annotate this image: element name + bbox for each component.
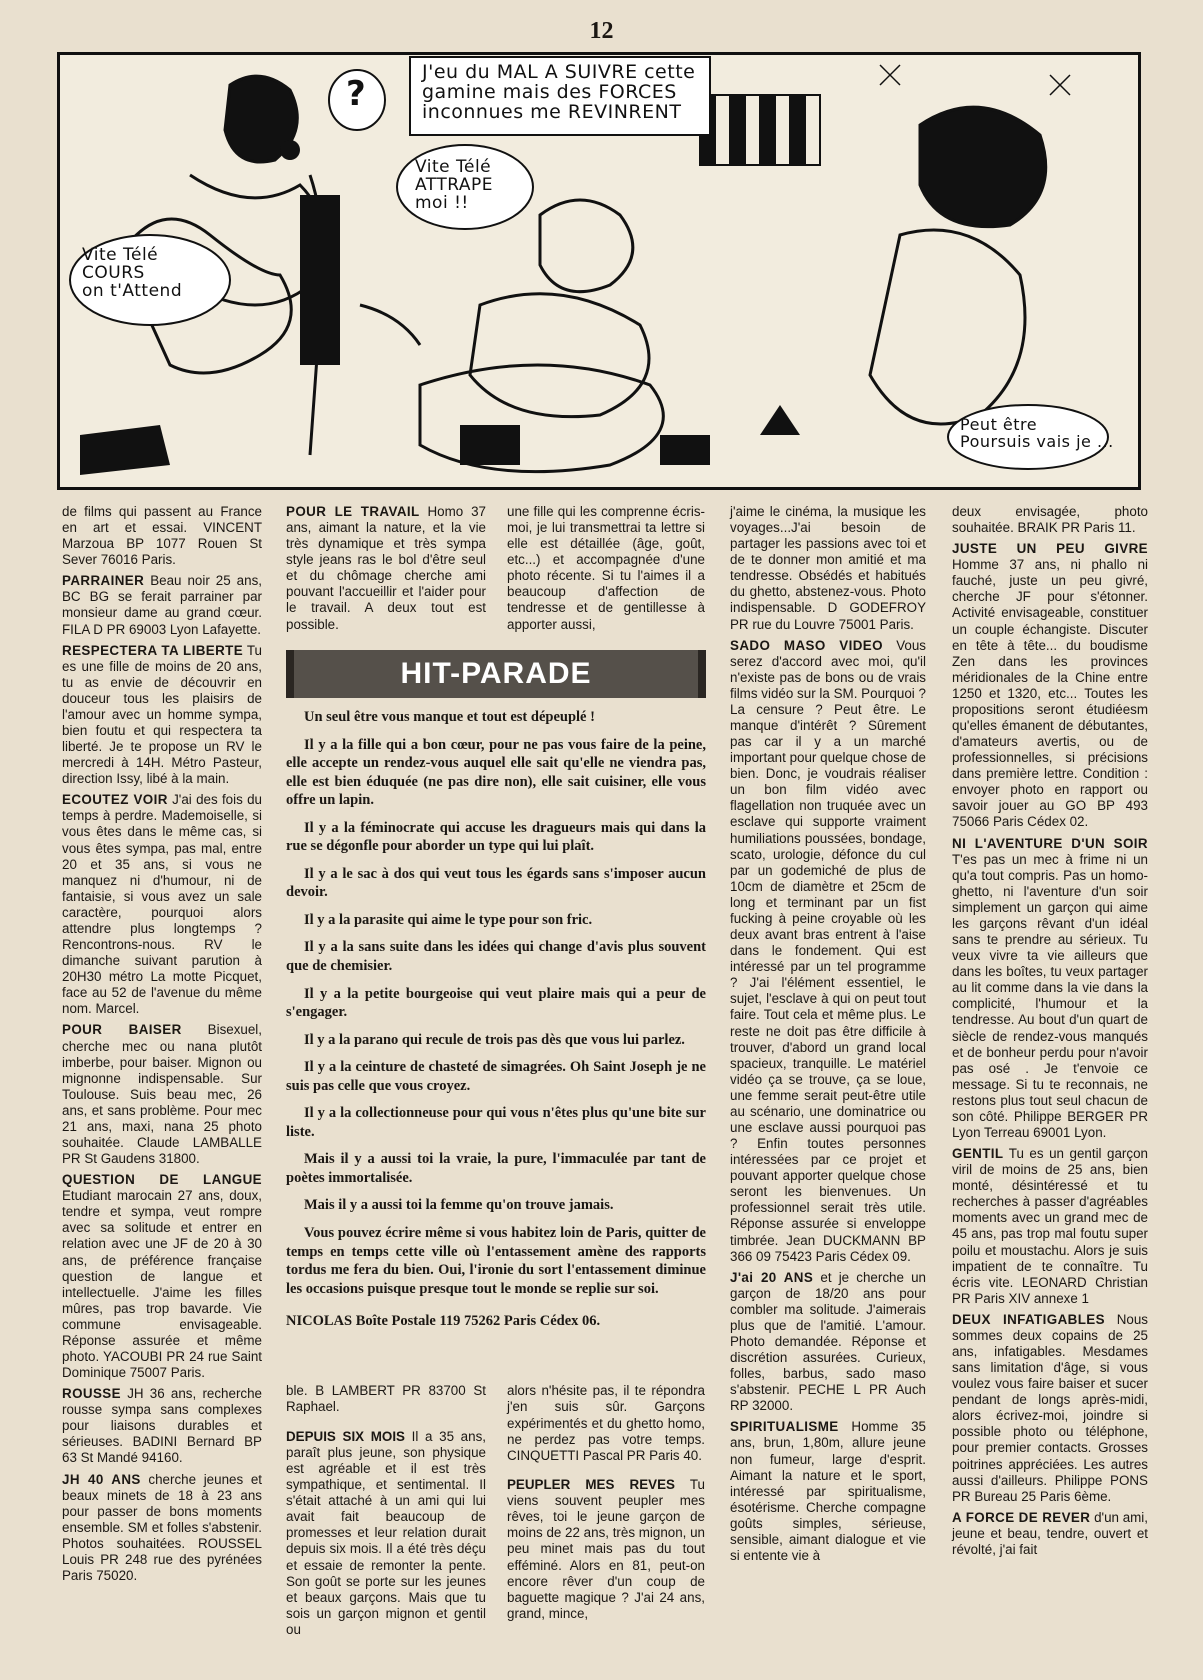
ad-body: Etudiant marocain 27 ans, doux, tendre et sympa, veut rompre avec sa solitude et entrer en relation avec une JF de 20 à 30 ans, de préférence française question de langue et intellectuelle. J'aime les filles mûres, pas trop bavarde. Vie commune envisageable. Réponse assurée et même photo. YACOUBI PR 24 rue Saint Dominique 75007 Paris. xyxy=(62,1188,262,1381)
speech-bubble-center: Vite Télé ATTRAPE moi !! xyxy=(415,157,494,213)
classified-ad xyxy=(952,504,1148,536)
hit-parade-line: Il y a la féminocrate qui accuse les dragueurs mais qui dans la rue se dégonfle pour aborder un type qui lui plaît. xyxy=(286,819,706,855)
classified-ad xyxy=(62,1022,262,1167)
hit-parade-line: Il y a la ceinture de chasteté de simagrées. Oh Saint Joseph je ne suis pas celle que vous croyez. xyxy=(286,1059,706,1094)
ad-heading: DEUX INFATIGABLES xyxy=(952,1311,1105,1327)
shop-awning xyxy=(700,95,820,165)
hit-parade-line: Mais il y a aussi toi la vraie, la pure, l'immaculée par tant de poètes immortalisée. xyxy=(286,1151,706,1186)
classified-ad xyxy=(62,1386,262,1466)
ad-body: Il a 35 ans, paraît plus jeune, son physique est agréable et il est très sympathique, et sentimental. Il s'était attaché à un ami qui lui avait fait beaucoup de promesses et leur relation durait depuis six mois. Il a été très déçu et essaie de remonter la pente. Son goût se porte sur les jeunes et beaux garçons. Mais que tu sois un garçon mignon et gentil ou xyxy=(286,1428,486,1637)
hit-parade-title: HIT-PARADE xyxy=(286,650,706,698)
column-4 xyxy=(730,504,926,1569)
speech-bubble-left: Vite Télé COURS on t'Attend xyxy=(82,245,183,301)
classified-ad xyxy=(62,643,262,788)
classified-ad xyxy=(952,541,1148,830)
ad-body: et je cherche un garçon de 18/20 ans pour combler ma solitude. J'aimerais plus que de l'amitié. L'amour. Photo demandée. Réponse et discrétion assurées. Curieux, folles, barbus, sado maso s'abstenir. PECHE L PR Auch RP 32000. xyxy=(730,1269,926,1414)
ad-body: Homme 37 ans, ni phallo ni fauché, juste un peu givré, cherche JF pour s'étonner. Activité envisageable, constituer un couple échangiste. Discuter en tête à tête... du boudisme Zen dans les provinces méridionales de la Chine entre 1250 et 1320, etc... Toutes les propositions seront étudiéesm qu'elles émanent de débutantes, d'amateurs avertis, ou de professionnelles, si précisions dans première lettre. Condition : envoyer photo en rapport ou savoir jouer au GO BP 493 75066 Paris Cédex 02. xyxy=(952,557,1148,830)
ad-heading: JH 40 ANS xyxy=(62,1471,141,1487)
classified-ad xyxy=(62,573,262,637)
classified-ad xyxy=(62,1472,262,1585)
speech-bubble-question: ? xyxy=(346,74,367,114)
classified-ad xyxy=(507,1477,705,1622)
classified-ad xyxy=(286,504,486,633)
column-5 xyxy=(952,504,1148,1563)
classified-ad xyxy=(730,638,926,1265)
ad-heading: SPIRITUALISME xyxy=(730,1419,839,1435)
ad-body: d'un ami, jeune et beau, tendre, ouvert et révolté, j'ai fait xyxy=(952,1509,1148,1557)
ad-body: T'es pas un mec à frime ni un qu'a tout compris. Pas un homo-ghetto, ni l'aventure d'un soir simplement un garçon qui aime les garçons rêvant d'un idéal sans te prendre au sérieux. Tu veux vivre ta vie ailleurs que dans les boîtes, tu veux partager au lit comme dans la vie dans la complicité, l'humour et la tendresse. Au bout d'un quart de siècle de rendez-vous manqués et de bonheur perdu pour n'avoir pas osé . Je t'envoie ce message. Si tu te reconnais, ne restons plus tout seul chacun de son côté. Philippe BERGER PR Lyon Terreau 69001 Lyon. xyxy=(952,851,1148,1140)
hit-parade-box xyxy=(286,650,706,1340)
column-3-bottom xyxy=(507,1370,705,1635)
ad-heading: A FORCE DE REVER xyxy=(952,1509,1091,1525)
ad-heading: PARRAINER xyxy=(62,573,145,589)
hit-parade-line: Il y a le sac à dos qui veut tous les égards sans s'imposer aucun devoir. xyxy=(286,865,706,901)
ad-heading: ROUSSE xyxy=(62,1386,121,1402)
ad-body: de films qui passent au France en art et essai. VINCENT Marzoua BP 1077 Rouen St Sever 76016 Paris. xyxy=(62,504,262,568)
classified-ad xyxy=(952,836,1148,1141)
classified-ad xyxy=(286,1429,486,1638)
ad-body: cherche jeunes et beaux minets de 18 à 23 ans pour passer de bons moments ensemble. SM et folles s'abstenir. Photos souhaitées. ROUSSEL Louis PR 248 rue des pyrénées Paris 75020. xyxy=(62,1471,262,1583)
ad-heading: SADO MASO VIDEO xyxy=(730,637,883,653)
hit-parade-line: Il y a la petite bourgeoise qui veut plaire mais qui a peur de s'engager. xyxy=(286,985,706,1021)
ad-body: Homo 37 ans, aimant la nature, et la vie très dynamique et très sympa style jeans ras le bol d'être seul et du chômage cherche ami pouvant l'accueillir et l'aider pour le travail. A deux tout est possible. xyxy=(286,504,486,632)
hit-parade-line: Il y a la parano qui recule de trois pas dès que vous lui parlez. xyxy=(304,1031,685,1048)
page-number: 12 xyxy=(589,18,614,44)
ad-heading: ECOUTEZ VOIR xyxy=(62,792,168,808)
column-2 xyxy=(286,504,486,638)
ad-body: Tu viens souvent peupler mes rêves, toi le jeune garçon de moins de 22 ans, très mignon, un peu minet mais pas du tout efféminé. Alors en 81, peut-on encore rêver d'un coup de baguette magique ? J'ai 24 ans, grand, mince, xyxy=(507,1477,705,1621)
ad-heading: QUESTION DE LANGUE xyxy=(62,1172,262,1188)
ad-body: ble. B LAMBERT PR 83700 St Raphael. xyxy=(286,1383,486,1415)
ad-body: Nous sommes deux copains de 25 ans, infatigables. Mesdames sans limitation d'âge, si vous voulez vous faire baiser et sucer pendant de longs après-midi, alors écrivez-moi, joindre si possible photo ou téléphone, pour premier contacts. Grosses poitrines appréciées. Les autres aussi d'ailleurs. Philippe PONS PR Bureau 25 Paris 6ème. xyxy=(952,1311,1148,1504)
classified-ad xyxy=(62,792,262,1017)
hit-parade-line: Un seul être vous manque et tout est dépeuplé ! xyxy=(304,709,595,725)
hit-parade-line: Vous pouvez écrire même si vous habitez loin de Paris, quitter de temps en temps cette ville où l'entassement amène des rapports tordus me fera du bien. Oui, l'ironie du sort l'entassement diminue les occasions puisque presque tout le monde se replie sur soi. xyxy=(286,1225,706,1297)
ad-heading: DEPUIS SIX MOIS xyxy=(286,1428,405,1444)
ad-body: JH 36 ans, recherche rousse sympa sans complexes pour liaisons durables et sérieuses. BADINI Bernard BP 63 St Mandé 94160. xyxy=(62,1386,262,1466)
ad-heading: POUR BAISER xyxy=(62,1022,182,1038)
ad-body: une fille qui les comprenne écris-moi, je lui transmettrai ta lettre si elle est détaillée (âge, goût, etc...) et accompagnée d'une photo récente. Si tu l'aimes il a beaucoup d'affection de tendresse et de gentillesse à apporter aussi, xyxy=(507,504,705,632)
ad-heading: RESPECTERA TA LIBERTE xyxy=(62,642,244,658)
classified-ad xyxy=(286,1383,486,1415)
classified-ad xyxy=(952,1146,1148,1307)
column-2-bottom xyxy=(286,1370,486,1651)
column-3 xyxy=(507,504,705,638)
hit-parade-signature: NICOLAS Boîte Postale 119 75262 Paris Cédex 06. xyxy=(286,1313,601,1330)
ad-body: j'aime le cinéma, la musique les voyages...J'ai besoin de partager les passions avec toi et de te donner mon amitié et ma tendresse. Obsédés et habitués du ghetto, abstenez-vous. Photo indispensable. D GODEFROY PR rue du Louvre 75001 Paris. xyxy=(730,504,926,632)
hit-parade-text xyxy=(286,708,706,1298)
classified-ad xyxy=(730,1419,926,1564)
ad-heading: PEUPLER MES REVES xyxy=(507,1477,675,1493)
hit-parade-line: Mais il y a aussi toi la femme qu'on trouve jamais. xyxy=(304,1197,614,1214)
classified-ad xyxy=(62,1172,262,1381)
ad-body: Beau noir 25 ans, BC BG se ferait parrainer par monsieur dame au grand cœur. FILA D PR 69003 Lyon Lafayette. xyxy=(62,573,262,637)
ad-body: Tu es un gentil garçon viril de moins de 25 ans, bien monté, désintéressé et tu recherches à passer d'agréables moments avec un grand mec de 45 ans, pas trop mal foutu super poilu et moustachu. Alors je suis impatient de te connaître. Tu écris vite. LEONARD Christian PR Paris XIV annexe 1 xyxy=(952,1146,1148,1306)
ad-body: Vous serez d'accord avec moi, qu'il n'existe pas de bons ou de vrais films vidéo sur la SM. Pourquoi ? La censure ? Peut être. Le manque d'intérêt ? Sûrement pas car il y a un marché important pour quelque chose de bien. Donc, je voudrais réaliser un bon film vidéo avec flagellation non truquée avec un esclave qui supporte vraiment humiliations poussées, bondage, scato, urologie, défonce du cul par un godemiché de plus de 10cm de diamètre et 25cm de long et terminant par un fist fucking à peine croyable où les deux avant bras entrent à l'aise dans le fondement. Qui est intéressé par un tel programme ? J'ai l'élément essentiel, le sujet, l'esclave à qui on peut tout faire. Tout cela et même plus. Le reste ne doit pas être difficile à trouver, d'abord un grand local spacieux, tranquille. Le matériel vidéo ça se trouve, ça se loue, une femme serait peut-être utile au scénario, une dominatrice ou une esclave aussi pourquoi pas ? Enfin toutes personnes intéressées par ce projet et pouvant apporter quelque chose seront les bienvenues. Un professionnel serait très utile. Réponse assurée si enveloppe timbrée. Jean DUCKMANN BP 366 09 75423 Paris Cédex 09. xyxy=(730,637,926,1264)
classified-ad xyxy=(730,504,926,633)
hit-parade-line: Il y a la parasite qui aime le type pour son fric. xyxy=(304,911,593,928)
ad-heading: J'ai 20 ANS xyxy=(730,1269,814,1285)
ad-heading: JUSTE UN PEU GIVRE xyxy=(952,541,1148,557)
ad-body: Homme 35 ans, brun, 1,80m, allure jeune non fumeur, large d'esprit. Aimant la nature et le sport, intéressé par spiritualisme, ésotérisme. Cherche compagne goûts simples, sérieuse, sensible, aimant dialogue et vie si entente vie à xyxy=(730,1419,926,1563)
ad-body: J'ai des fois du temps à perdre. Mademoiselle, si vous êtes dans le même cas, si vous êtes sympa, pas mal, entre 20 et 35 ans, si vous ne manquez ni d'humour, ni de fantaisie, si vous avez un sale caractère, pourquoi alors attendre plus longtemps ? Rencontrons-nous. RV le dimanche suivant parution à 20H30 métro La motte Picquet, face au 52 de l'avenue du même nom. Marcel. xyxy=(62,792,262,1017)
ad-heading: GENTIL xyxy=(952,1146,1004,1162)
comic-strip xyxy=(57,52,1141,490)
classified-ad xyxy=(952,1510,1148,1558)
hit-parade-line: Il y a la fille qui a bon cœur, pour ne pas vous faire de la peine, elle accepte un rendez-vous auquel elle sait qu'elle ne viendra pas, elle est bien éduquée (ne pas dire non), elle sait cuisiner, elle vous offre un lapin. xyxy=(286,736,706,809)
ad-body: Bisexuel, cherche mec ou nana plutôt imberbe, pour baiser. Mignon ou mignonne indispensable. Sur Toulouse. Suis beau mec, 26 ans, et sans problème. Pour mec 21 ans, maxi, nana 25 photo souhaitée. Claude LAMBALLE PR St Gaudens 31800. xyxy=(62,1022,262,1167)
classified-ad xyxy=(730,1270,926,1415)
ad-body: deux envisagée, photo souhaitée. BRAIK PR Paris 11. xyxy=(952,504,1148,536)
narration-box: J'eu du MAL A SUIVRE cette gamine mais des FORCES inconnues me REVINRENT xyxy=(422,61,696,123)
ad-body: alors n'hésite pas, il te répondra j'en suis sûr. Garçons expérimentés et du ghetto homo, ne perdez pas votre temps. CINQUETTI Pascal PR Paris 40. xyxy=(507,1383,705,1463)
classified-ad xyxy=(62,504,262,568)
column-1 xyxy=(62,504,262,1589)
classified-ad xyxy=(507,504,705,633)
classified-ad xyxy=(952,1312,1148,1505)
hit-parade-line: Il y a la collectionneuse pour qui vous n'êtes plus qu'une bite sur liste. xyxy=(286,1105,706,1140)
hit-parade-line: Il y a la sans suite dans les idées qui change d'avis plus souvent que de chemisier. xyxy=(286,939,706,975)
ad-body: Tu es une fille de moins de 20 ans, tu as envie de découvrir en douceur tous les plaisirs de l'amour avec un homme sympa, bien foutu et qui respectera ta liberté. Je te propose un RV le mercredi à 14H. Métro Pasteur, direction Issy, libé à la main. xyxy=(62,642,262,787)
classified-ad xyxy=(507,1383,705,1463)
ad-heading: NI L'AVENTURE D'UN SOIR xyxy=(952,835,1148,851)
speech-bubble-right: Peut être Poursuis vais je ... xyxy=(960,415,1114,451)
ad-heading: POUR LE TRAVAIL xyxy=(286,504,420,519)
